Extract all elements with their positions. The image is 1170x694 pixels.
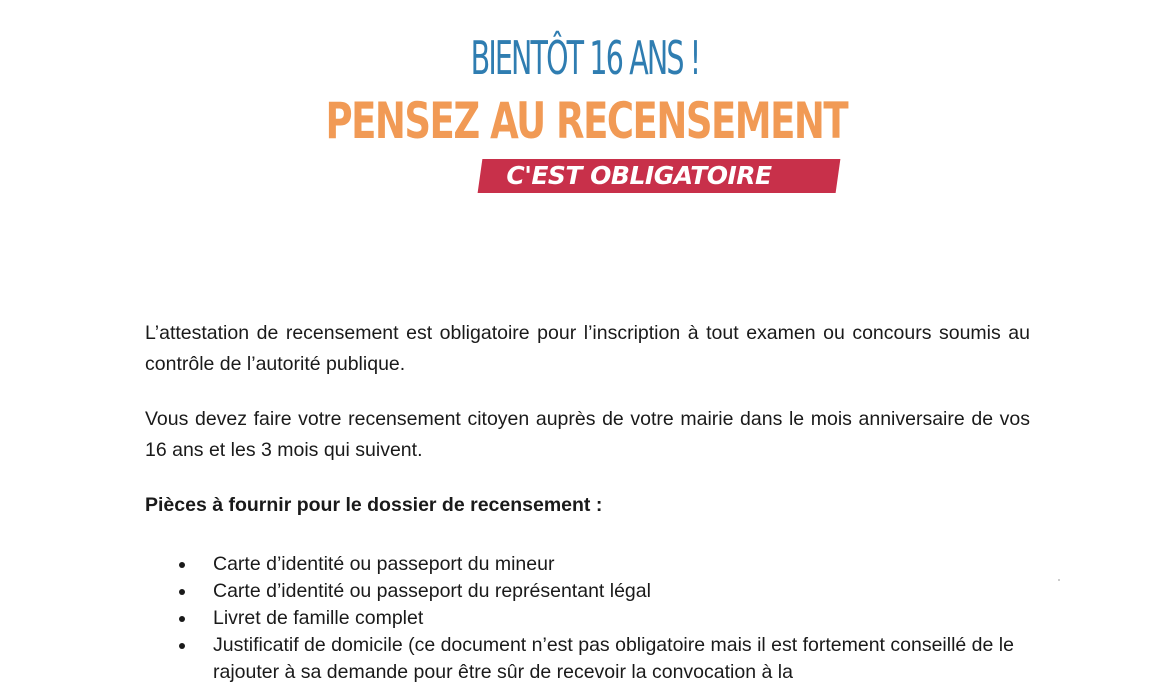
recensement-logo xyxy=(0,22,1170,202)
list-item xyxy=(145,632,1030,686)
section-heading: Pièces à fournir pour le dossier de recensement : xyxy=(145,494,603,516)
logo-banner-text: C'EST OBLIGATOIRE xyxy=(506,161,772,190)
list-item xyxy=(145,605,1030,632)
paragraph-deadline: Vous devez faire votre recensement citoyen auprès de votre mairie dans le mois anniversaire de vos 16 ans et les 3 mois qui suivent. xyxy=(145,408,1030,461)
logo-title-line1: BIENTÔT 16 ANS ! xyxy=(470,31,700,85)
document-body xyxy=(145,318,1030,686)
paragraph-attestation: L’attestation de recensement est obligatoire pour l’inscription à tout examen ou concours soumis au contrôle de l’autorité publique. xyxy=(145,322,1030,375)
list-item-text: Livret de famille complet xyxy=(213,607,424,629)
bullet-icon xyxy=(179,616,185,622)
documents-list xyxy=(145,551,1030,686)
bullet-icon xyxy=(179,643,185,649)
list-item xyxy=(145,578,1030,605)
bullet-icon xyxy=(179,562,185,568)
list-item-text: Carte d’identité ou passeport du mineur xyxy=(213,553,555,575)
scan-speck xyxy=(1058,579,1060,581)
list-item-text: Justificatif de domicile (ce document n’est pas obligatoire mais il est fortement conseillé de le rajouter à sa demande pour être sûr de recevoir la convocation à la xyxy=(213,634,1014,683)
logo-title-line2: PENSEZ AU RECENSEMENT xyxy=(325,92,848,150)
list-item-text: Carte d’identité ou passeport du représentant légal xyxy=(213,580,651,602)
list-item xyxy=(145,551,1030,578)
bullet-icon xyxy=(179,589,185,595)
